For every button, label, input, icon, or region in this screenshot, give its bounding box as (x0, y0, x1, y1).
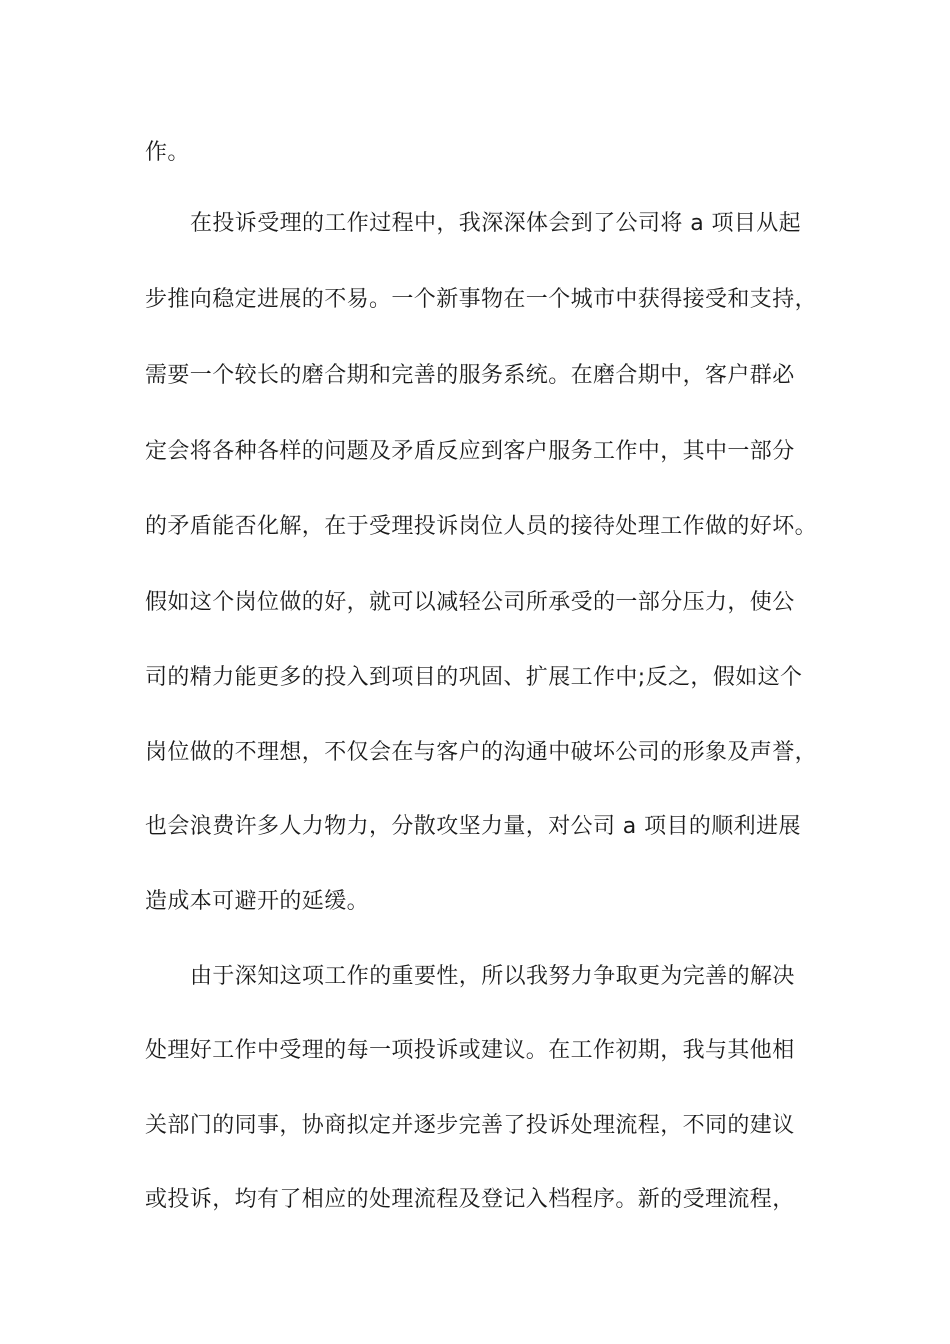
paragraph-start-line: 由于深知这项工作的重要性，所以我努力争取更为完善的解决 (190, 964, 795, 989)
text-line: 关部门的同事，协商拟定并逐步完善了投诉处理流程，不同的建议 (145, 1113, 795, 1138)
text-line: 作。 (145, 140, 190, 165)
text-line: 岗位做的不理想，不仅会在与客户的沟通中破坏公司的形象及声誉， (145, 740, 818, 765)
text-line: 假如这个岗位做的好，就可以减轻公司所承受的一部分压力，使公 (145, 590, 795, 615)
text-line: 的矛盾能否化解，在于受理投诉岗位人员的接待处理工作做的好坏。 (145, 514, 818, 539)
text-line: 需要一个较长的磨合期和完善的服务系统。在磨合期中，客户群必 (145, 363, 795, 388)
text-line: 司的精力能更多的投入到项目的巩固、扩展工作中;反之，假如这个 (145, 665, 803, 690)
text-line: 步推向稳定进展的不易。一个新事物在一个城市中获得接受和支持， (145, 287, 818, 312)
paragraph-start-line: 在投诉受理的工作过程中，我深深体会到了公司将 a 项目从起 (190, 211, 802, 236)
text-line: 或投诉，均有了相应的处理流程及登记入档程序。新的受理流程， (145, 1187, 795, 1212)
text-line: 处理好工作中受理的每一项投诉或建议。在工作初期，我与其他相 (145, 1038, 795, 1063)
text-line: 造成本可避开的延缓。 (145, 889, 370, 914)
text-line: 也会浪费许多人力物力，分散攻坚力量，对公司 a 项目的顺利进展 (145, 814, 801, 839)
text-line: 定会将各种各样的问题及矛盾反应到客户服务工作中，其中一部分 (145, 439, 795, 464)
